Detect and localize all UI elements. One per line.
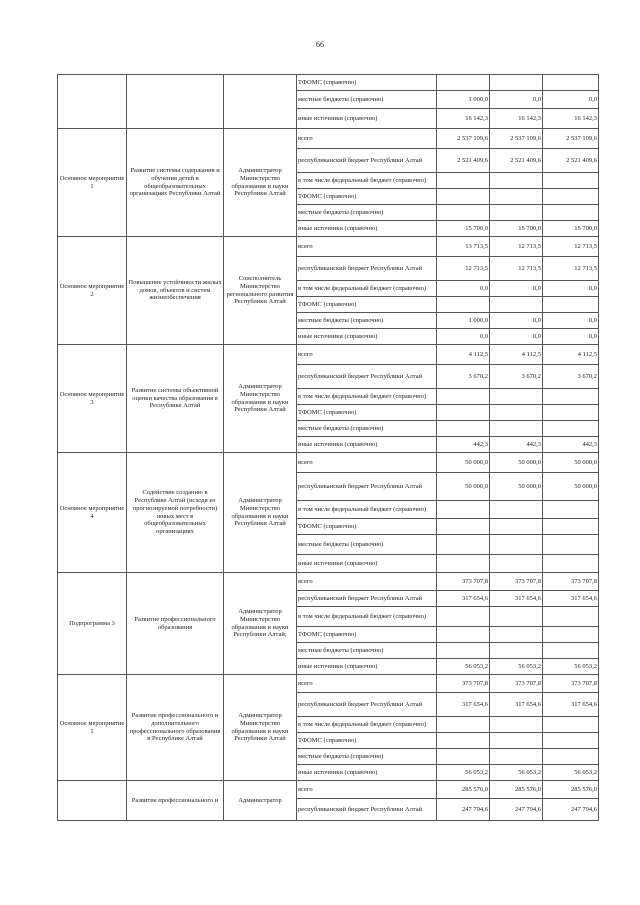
amount-cell-2 <box>490 627 543 643</box>
amount-cell-2 <box>490 389 543 405</box>
amount-cell-2: 373 707,8 <box>490 573 543 591</box>
amount-cell-1: 16 142,3 <box>437 109 490 129</box>
executor-cell: Администратор Министерство образования и науки Республики Алтай <box>224 675 297 781</box>
amount-cell-2: 0,0 <box>490 313 543 329</box>
amount-cell-3 <box>543 643 599 659</box>
page-number: 66 <box>316 40 324 49</box>
activity-type-cell: Основное мероприятие 2 <box>58 237 127 345</box>
amount-cell-2: 317 654,6 <box>490 693 543 717</box>
amount-cell-2 <box>490 173 543 189</box>
amount-cell-2: 442,3 <box>490 437 543 453</box>
executor-cell <box>224 75 297 129</box>
amount-cell-3: 442,3 <box>543 437 599 453</box>
table-row <box>58 573 599 591</box>
funding-source-label: всего <box>297 345 437 365</box>
amount-cell-3: 247 794,6 <box>543 799 599 821</box>
funding-source-label: иные источники (справочно) <box>297 329 437 345</box>
activity-name-cell: Повышение устойчивости жилых домов, объектов и систем жизнеобеспечения <box>127 237 224 345</box>
amount-cell-3 <box>543 405 599 421</box>
amount-cell-2: 12 713,5 <box>490 237 543 257</box>
amount-cell-3 <box>543 173 599 189</box>
amount-cell-3 <box>543 627 599 643</box>
funding-source-label: республиканский бюджет Республики Алтай <box>297 365 437 389</box>
funding-source-label: ТФОМС (справочно) <box>297 733 437 749</box>
amount-cell-1: 2 521 409,6 <box>437 149 490 173</box>
amount-cell-2 <box>490 607 543 627</box>
amount-cell-2: 50 000,0 <box>490 453 543 473</box>
amount-cell-1 <box>437 607 490 627</box>
amount-cell-1 <box>437 205 490 221</box>
amount-cell-1 <box>437 643 490 659</box>
amount-cell-1 <box>437 501 490 519</box>
funding-source-label: местные бюджеты (справочно) <box>297 91 437 109</box>
amount-cell-2 <box>490 421 543 437</box>
funding-source-label: в том числе федеральный бюджет (справочно) <box>297 173 437 189</box>
amount-cell-3: 2 521 409,6 <box>543 149 599 173</box>
amount-cell-3: 15 700,0 <box>543 221 599 237</box>
table-row <box>58 781 599 799</box>
funding-source-label: местные бюджеты (справочно) <box>297 313 437 329</box>
funding-source-label: в том числе федеральный бюджет (справочно) <box>297 281 437 297</box>
table-row <box>58 453 599 473</box>
amount-cell-2: 2 521 409,6 <box>490 149 543 173</box>
amount-cell-2: 15 700,0 <box>490 221 543 237</box>
amount-cell-1 <box>437 173 490 189</box>
funding-source-label: в том числе федеральный бюджет (справочно) <box>297 389 437 405</box>
amount-cell-1: 15 700,0 <box>437 221 490 237</box>
funding-source-label: в том числе федеральный бюджет (справочно) <box>297 717 437 733</box>
amount-cell-3: 373 707,8 <box>543 675 599 693</box>
funding-source-label: республиканский бюджет Республики Алтай <box>297 591 437 607</box>
amount-cell-3: 50 000,0 <box>543 473 599 501</box>
amount-cell-2 <box>490 643 543 659</box>
amount-cell-2 <box>490 555 543 573</box>
amount-cell-3: 3 670,2 <box>543 365 599 389</box>
amount-cell-1 <box>437 535 490 555</box>
amount-cell-1: 0,0 <box>437 329 490 345</box>
amount-cell-3 <box>543 519 599 535</box>
amount-cell-3 <box>543 501 599 519</box>
table-row <box>58 129 599 149</box>
amount-cell-3 <box>543 733 599 749</box>
amount-cell-3: 0,0 <box>543 281 599 297</box>
amount-cell-1: 2 537 109,6 <box>437 129 490 149</box>
amount-cell-1: 3 670,2 <box>437 365 490 389</box>
funding-source-label: ТФОМС (справочно) <box>297 627 437 643</box>
amount-cell-1 <box>437 733 490 749</box>
amount-cell-1 <box>437 749 490 765</box>
funding-source-label: в том числе федеральный бюджет (справочно) <box>297 501 437 519</box>
activity-type-cell: Основное мероприятие 1 <box>58 675 127 781</box>
funding-source-label: всего <box>297 453 437 473</box>
amount-cell-3 <box>543 189 599 205</box>
activity-type-cell: Основное мероприятие 4 <box>58 453 127 573</box>
amount-cell-1: 50 000,0 <box>437 453 490 473</box>
funding-source-label: иные источники (справочно) <box>297 765 437 781</box>
funding-source-label: местные бюджеты (справочно) <box>297 749 437 765</box>
amount-cell-3 <box>543 749 599 765</box>
activity-type-cell: Основное мероприятие 1 <box>58 129 127 237</box>
amount-cell-3 <box>543 75 599 91</box>
activity-name-cell: Развитие профессионального образования <box>127 573 224 675</box>
amount-cell-1 <box>437 297 490 313</box>
activity-name-cell: Содействие созданию в Республике Алтай (исходя из прогнозируемой потребности) новых мест в общеобразовательных организациях <box>127 453 224 573</box>
amount-cell-3: 56 053,2 <box>543 659 599 675</box>
amount-cell-2: 317 654,6 <box>490 591 543 607</box>
activity-name-cell: Развитие системы содержания и обучения детей в общеобразовательных организациях Республики Алтай <box>127 129 224 237</box>
amount-cell-2 <box>490 205 543 221</box>
amount-cell-1 <box>437 555 490 573</box>
funding-source-label: иные источники (справочно) <box>297 555 437 573</box>
amount-cell-1: 317 654,6 <box>437 693 490 717</box>
amount-cell-2: 16 142,3 <box>490 109 543 129</box>
amount-cell-3: 0,0 <box>543 91 599 109</box>
table-row <box>58 345 599 365</box>
amount-cell-3: 0,0 <box>543 329 599 345</box>
amount-cell-2 <box>490 189 543 205</box>
executor-cell: Администратор Министерство образования и науки Республики Алтай <box>224 453 297 573</box>
amount-cell-1: 1 000,0 <box>437 313 490 329</box>
amount-cell-2: 0,0 <box>490 329 543 345</box>
funding-source-label: ТФОМС (справочно) <box>297 297 437 313</box>
amount-cell-1 <box>437 627 490 643</box>
amount-cell-3: 373 707,8 <box>543 573 599 591</box>
amount-cell-3: 4 112,5 <box>543 345 599 365</box>
amount-cell-3: 2 537 109,6 <box>543 129 599 149</box>
amount-cell-2: 373 707,8 <box>490 675 543 693</box>
amount-cell-3: 12 713,5 <box>543 257 599 281</box>
amount-cell-2 <box>490 749 543 765</box>
funding-source-label: всего <box>297 573 437 591</box>
amount-cell-3 <box>543 205 599 221</box>
funding-source-label: местные бюджеты (справочно) <box>297 205 437 221</box>
funding-source-label: ТФОМС (справочно) <box>297 519 437 535</box>
amount-cell-3 <box>543 555 599 573</box>
activity-type-cell <box>58 781 127 821</box>
amount-cell-3 <box>543 389 599 405</box>
amount-cell-1 <box>437 519 490 535</box>
amount-cell-1 <box>437 421 490 437</box>
amount-cell-2: 3 670,2 <box>490 365 543 389</box>
funding-source-label: республиканский бюджет Республики Алтай <box>297 257 437 281</box>
amount-cell-2: 247 794,6 <box>490 799 543 821</box>
activity-name-cell <box>127 75 224 129</box>
amount-cell-1 <box>437 75 490 91</box>
amount-cell-3: 0,0 <box>543 313 599 329</box>
amount-cell-3 <box>543 297 599 313</box>
table-row <box>58 75 599 91</box>
amount-cell-3: 317 654,6 <box>543 591 599 607</box>
table-row <box>58 675 599 693</box>
executor-cell: Администратор Министерство образования и науки Республики Алтай <box>224 345 297 453</box>
funding-source-label: местные бюджеты (справочно) <box>297 643 437 659</box>
activity-name-cell: Развитие профессионального и дополнительного профессионального образования в Республике Алтай <box>127 675 224 781</box>
amount-cell-3 <box>543 607 599 627</box>
funding-source-label: республиканский бюджет Республики Алтай <box>297 693 437 717</box>
amount-cell-1: 56 053,2 <box>437 765 490 781</box>
amount-cell-3: 285 576,0 <box>543 781 599 799</box>
amount-cell-1 <box>437 389 490 405</box>
activity-type-cell <box>58 75 127 129</box>
amount-cell-1: 285 576,0 <box>437 781 490 799</box>
amount-cell-2: 12 713,5 <box>490 257 543 281</box>
funding-source-label: иные источники (справочно) <box>297 659 437 675</box>
amount-cell-2: 56 053,2 <box>490 659 543 675</box>
funding-source-label: иные источники (справочно) <box>297 437 437 453</box>
amount-cell-2 <box>490 733 543 749</box>
executor-cell: Администратор Министерство образования и науки Республики Алтай; <box>224 573 297 675</box>
amount-cell-1 <box>437 189 490 205</box>
amount-cell-1: 1 000,0 <box>437 91 490 109</box>
amount-cell-1: 0,0 <box>437 281 490 297</box>
amount-cell-1: 442,3 <box>437 437 490 453</box>
funding-source-label: всего <box>297 129 437 149</box>
amount-cell-3 <box>543 421 599 437</box>
executor-cell: Администратор Министерство образования и науки Республики Алтай <box>224 129 297 237</box>
funding-source-label: республиканский бюджет Республики Алтай <box>297 799 437 821</box>
amount-cell-2: 56 053,2 <box>490 765 543 781</box>
amount-cell-2: 0,0 <box>490 281 543 297</box>
funding-source-label: всего <box>297 781 437 799</box>
amount-cell-1: 13 713,5 <box>437 237 490 257</box>
amount-cell-2: 50 000,0 <box>490 473 543 501</box>
amount-cell-3 <box>543 717 599 733</box>
funding-source-label: ТФОМС (справочно) <box>297 405 437 421</box>
amount-cell-1: 373 707,8 <box>437 675 490 693</box>
amount-cell-2 <box>490 717 543 733</box>
funding-source-label: всего <box>297 237 437 257</box>
amount-cell-2: 0,0 <box>490 91 543 109</box>
amount-cell-1 <box>437 717 490 733</box>
executor-cell: Соисполнитель Министерство регионального развития Республики Алтай <box>224 237 297 345</box>
funding-source-label: местные бюджеты (справочно) <box>297 421 437 437</box>
activity-name-cell: Развитие профессионального и <box>127 781 224 821</box>
amount-cell-2: 2 537 109,6 <box>490 129 543 149</box>
amount-cell-1: 317 654,6 <box>437 591 490 607</box>
amount-cell-1: 373 707,8 <box>437 573 490 591</box>
amount-cell-2 <box>490 75 543 91</box>
amount-cell-3: 16 142,3 <box>543 109 599 129</box>
funding-source-label: республиканский бюджет Республики Алтай <box>297 473 437 501</box>
amount-cell-1 <box>437 405 490 421</box>
amount-cell-3 <box>543 535 599 555</box>
funding-source-label: республиканский бюджет Республики Алтай <box>297 149 437 173</box>
amount-cell-2 <box>490 405 543 421</box>
amount-cell-3: 317 654,6 <box>543 693 599 717</box>
amount-cell-1: 12 713,5 <box>437 257 490 281</box>
activity-type-cell: Подпрограмма 3 <box>58 573 127 675</box>
executor-cell: Администратор <box>224 781 297 821</box>
amount-cell-2: 4 112,5 <box>490 345 543 365</box>
amount-cell-2 <box>490 535 543 555</box>
funding-source-label: иные источники (справочно) <box>297 109 437 129</box>
table-row <box>58 237 599 257</box>
funding-source-label: местные бюджеты (справочно) <box>297 535 437 555</box>
funding-source-label: ТФОМС (справочно) <box>297 189 437 205</box>
activity-name-cell: Развитие системы объективной оценки качества образования в Республике Алтай <box>127 345 224 453</box>
activity-type-cell: Основное мероприятие 3 <box>58 345 127 453</box>
funding-source-label: в том числе федеральный бюджет (справочно) <box>297 607 437 627</box>
amount-cell-3: 56 053,2 <box>543 765 599 781</box>
amount-cell-2 <box>490 519 543 535</box>
amount-cell-2 <box>490 297 543 313</box>
amount-cell-2: 285 576,0 <box>490 781 543 799</box>
funding-source-label: всего <box>297 675 437 693</box>
amount-cell-3: 12 713,5 <box>543 237 599 257</box>
amount-cell-1: 4 112,5 <box>437 345 490 365</box>
amount-cell-1: 50 000,0 <box>437 473 490 501</box>
budget-table <box>57 74 599 821</box>
funding-source-label: иные источники (справочно) <box>297 221 437 237</box>
amount-cell-3: 50 000,0 <box>543 453 599 473</box>
amount-cell-1: 56 053,2 <box>437 659 490 675</box>
funding-source-label: ТФОМС (справочно) <box>297 75 437 91</box>
amount-cell-2 <box>490 501 543 519</box>
amount-cell-1: 247 794,6 <box>437 799 490 821</box>
